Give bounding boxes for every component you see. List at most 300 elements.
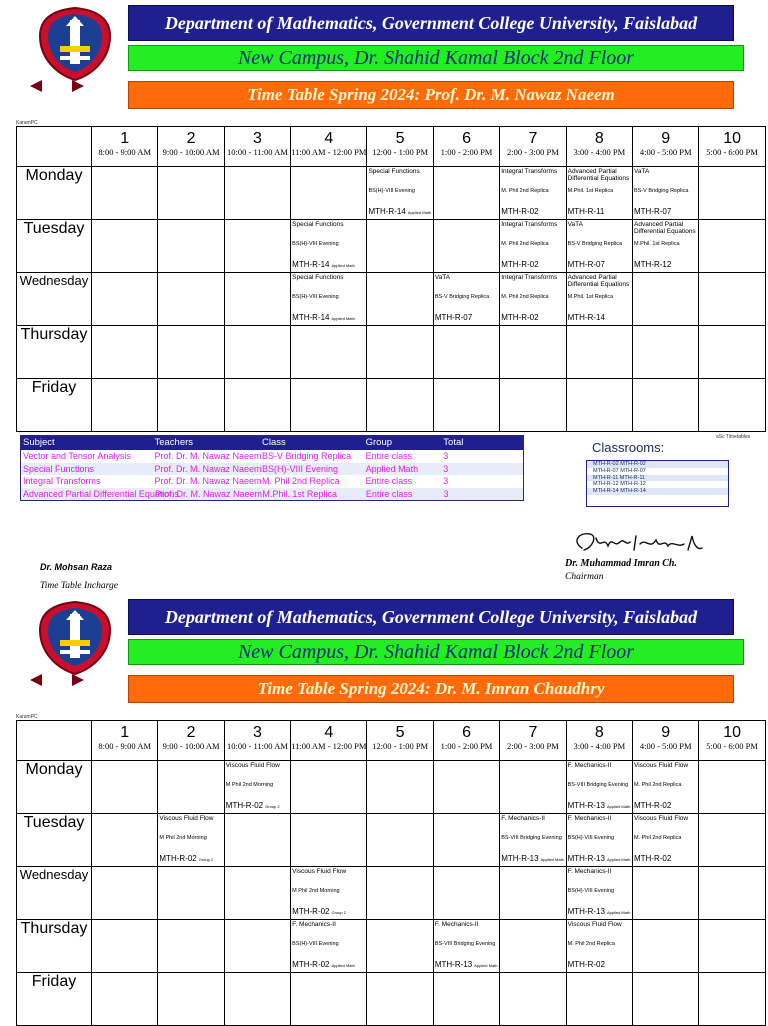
lesson-room <box>226 802 280 811</box>
lesson-class: BS(H)-VIII Evening <box>368 188 415 194</box>
lesson-cell-content <box>158 167 223 219</box>
lesson-cell-content <box>699 326 764 378</box>
period-time: 12:00 - 1:00 PM <box>372 147 429 157</box>
lesson-cell <box>291 814 367 867</box>
lesson-cell-content <box>367 920 432 972</box>
header-row <box>17 721 766 761</box>
legend-cell: 3 <box>443 488 449 499</box>
lesson-class: M. Phil 2nd Replica <box>567 941 615 947</box>
lesson-cell <box>500 273 566 326</box>
lesson-class: BS(H)-VIII Evening <box>292 941 339 947</box>
lesson-group: Applied Math <box>606 857 631 862</box>
lesson-cell <box>158 379 224 432</box>
lesson-room-code: MTH-R-02 <box>225 801 264 810</box>
incharge-role: Time Table Incharge <box>40 581 118 591</box>
lesson-cell-content <box>158 326 223 378</box>
day-row <box>17 167 766 220</box>
period-time: 10:00 - 11:00 AM <box>227 147 288 157</box>
lesson-room <box>568 261 607 270</box>
lesson-cell <box>433 167 499 220</box>
period-header <box>633 721 699 761</box>
lesson-cell <box>699 867 765 920</box>
period-number: 1 <box>120 130 130 147</box>
lesson-group: Group 2 <box>265 804 280 809</box>
university-logo <box>36 6 114 82</box>
lesson-room-code: MTH-R-14 <box>292 260 330 269</box>
period-number: 5 <box>395 724 405 741</box>
lesson-room <box>159 855 213 864</box>
lesson-cell <box>433 920 499 973</box>
incharge-name: Dr. Mohsan Raza <box>40 562 113 572</box>
lesson-cell-content <box>633 273 698 325</box>
lesson-room <box>568 314 607 323</box>
period-number: 9 <box>661 130 671 147</box>
lesson-room-code: MTH-R-02 <box>292 960 330 969</box>
lesson-cell <box>500 220 566 273</box>
lesson-cell <box>633 920 699 973</box>
lesson-class: BS-V Bridging Replica <box>434 294 490 300</box>
legend-cell: M.Phil. 1st Replica <box>262 488 337 499</box>
lesson-group: Applied Math <box>331 963 355 968</box>
lesson-cell <box>291 761 367 814</box>
lesson-class: M. Phil 2nd Replica <box>634 782 682 788</box>
lesson-cell-content <box>291 761 366 813</box>
classrooms-title: Classrooms: <box>592 440 665 455</box>
lesson-room-code: MTH-R-13 <box>434 960 473 969</box>
lesson-cell <box>367 326 433 379</box>
lesson-cell <box>500 973 566 1026</box>
lesson-cell <box>633 761 699 814</box>
logo-ribbon-2 <box>30 668 84 686</box>
lesson-cell <box>367 973 433 1026</box>
lesson-room-code: MTH-R-02 <box>567 960 605 969</box>
department-banner: Department of Mathematics, Government College University, Faislabad <box>128 5 734 41</box>
lesson-cell <box>433 379 499 432</box>
period-number: 7 <box>528 130 538 147</box>
lesson-cell-content <box>699 867 764 919</box>
period-header <box>92 721 158 761</box>
header-row <box>17 127 766 167</box>
day-label: Thursday <box>17 920 92 973</box>
timetable-grid-2 <box>16 720 766 1026</box>
lesson-room-code: MTH-R-14 <box>292 313 330 322</box>
lesson-room-code: MTH-R-14 <box>567 313 605 322</box>
lesson-cell-content <box>500 814 565 866</box>
lesson-cell <box>92 920 158 973</box>
lesson-cell <box>158 867 224 920</box>
lesson-group: Applied Math <box>407 210 432 215</box>
lesson-subject: Viscous Fluid Flow <box>634 815 689 822</box>
lesson-cell-content <box>500 973 565 1025</box>
lesson-cell-content <box>158 220 223 272</box>
lesson-cell <box>291 920 367 973</box>
chairman-name: Dr. Muhammad Imran Ch. <box>565 558 677 569</box>
lesson-room-code: MTH-R-02 <box>501 313 539 322</box>
lesson-cell <box>633 326 699 379</box>
lesson-cell-content <box>567 273 632 325</box>
lesson-room <box>292 314 355 323</box>
day-row <box>17 273 766 326</box>
day-label: Tuesday <box>17 814 92 867</box>
legend-cell: Entire class <box>365 476 413 486</box>
lesson-class: M Phil 2nd Morning <box>225 782 274 788</box>
lesson-room-code: MTH-R-02 <box>634 801 672 810</box>
period-header <box>92 127 158 167</box>
legend-cell: Prof. Dr. M. Nawaz Naeem <box>155 488 263 499</box>
lesson-room <box>292 908 346 917</box>
lesson-room <box>568 961 607 970</box>
lesson-cell-content <box>434 867 499 919</box>
lesson-room-code: MTH-R-02 <box>501 207 539 216</box>
legend-cell: BS-V Bridging Replica <box>262 451 352 461</box>
lesson-class: M. Phil 2nd Replica <box>501 294 549 300</box>
lesson-room <box>568 802 631 811</box>
lesson-cell <box>367 167 433 220</box>
lesson-cell <box>633 867 699 920</box>
lesson-room-code: MTH-R-07 <box>434 313 473 322</box>
legend-cell: Vector and Tensor Analysis <box>23 451 131 461</box>
timetable-title-banner-2: Time Table Spring 2024: Dr. M. Imran Chaudhry <box>128 675 734 703</box>
lesson-cell-content <box>633 814 698 866</box>
day-row <box>17 326 766 379</box>
lesson-cell-content <box>500 273 565 325</box>
day-label: Monday <box>17 761 92 814</box>
period-number: 7 <box>528 724 538 741</box>
lesson-subject: F. Mechanics-II <box>567 815 612 822</box>
lesson-cell <box>500 867 566 920</box>
period-header <box>367 721 433 761</box>
lesson-cell <box>699 814 765 867</box>
lesson-cell-content <box>699 761 764 813</box>
lesson-cell-content <box>158 973 223 1025</box>
lesson-cell <box>699 973 765 1026</box>
lesson-cell <box>633 973 699 1026</box>
lesson-cell <box>433 273 499 326</box>
lesson-cell <box>500 379 566 432</box>
lesson-cell <box>566 814 632 867</box>
lesson-cell-content <box>567 867 632 919</box>
lesson-cell-content <box>92 973 157 1025</box>
lesson-cell <box>367 273 433 326</box>
lesson-subject: VaTA <box>434 274 451 281</box>
lesson-subject: Advanced Partial Differential Equations <box>634 221 696 235</box>
period-header <box>224 127 290 167</box>
lesson-class: M. Phil 2nd Replica <box>634 835 682 841</box>
lesson-cell-content <box>158 761 223 813</box>
lesson-subject: F. Mechanics-II <box>434 921 479 928</box>
lesson-cell <box>500 814 566 867</box>
lesson-room-code: MTH-R-12 <box>634 260 672 269</box>
lesson-room <box>368 208 431 217</box>
lesson-cell-content <box>367 273 432 325</box>
lesson-subject: Special Functions <box>292 221 344 228</box>
day-label: Thursday <box>17 326 92 379</box>
legend-row <box>21 463 523 476</box>
lesson-cell <box>92 273 158 326</box>
period-header <box>291 721 367 761</box>
period-time: 1:00 - 2:00 PM <box>440 741 493 751</box>
lesson-cell-content <box>291 273 366 325</box>
lesson-cell-content <box>92 867 157 919</box>
lesson-class: M Phil 2nd Morning <box>292 888 340 894</box>
lesson-cell <box>367 379 433 432</box>
corner-cell <box>17 721 92 761</box>
lesson-room <box>435 314 474 323</box>
lesson-cell <box>92 973 158 1026</box>
day-row <box>17 867 766 920</box>
day-label: Tuesday <box>17 220 92 273</box>
lesson-cell <box>92 814 158 867</box>
lesson-cell-content <box>367 761 432 813</box>
lesson-cell <box>224 973 290 1026</box>
lesson-cell <box>224 326 290 379</box>
period-header <box>566 721 632 761</box>
department-banner-2: Department of Mathematics, Government College University, Faislabad <box>128 599 734 635</box>
lesson-room <box>501 208 540 217</box>
classroom-row: MTH-R-07 MTH-R-07 <box>593 467 646 474</box>
lesson-room-code: MTH-R-02 <box>634 854 672 863</box>
lesson-cell <box>500 920 566 973</box>
lesson-cell-content <box>225 220 290 272</box>
lesson-cell <box>433 867 499 920</box>
lesson-room <box>634 261 673 270</box>
lesson-cell-content <box>633 220 698 272</box>
lesson-cell <box>291 220 367 273</box>
lesson-cell <box>367 920 433 973</box>
lesson-cell-content <box>92 761 157 813</box>
lesson-cell-content <box>225 761 290 813</box>
lesson-subject: Special Functions <box>292 274 344 281</box>
lesson-cell-content <box>434 761 499 813</box>
lesson-cell-content <box>367 867 432 919</box>
lesson-class: BS(H)-VIII Evening <box>567 835 615 841</box>
lesson-room-code: MTH-R-13 <box>501 854 539 863</box>
day-row <box>17 379 766 432</box>
lesson-room-code: MTH-R-02 <box>159 854 197 863</box>
lesson-cell <box>367 867 433 920</box>
lesson-cell <box>633 167 699 220</box>
lesson-cell-content <box>500 379 565 431</box>
day-label: Friday <box>17 379 92 432</box>
lesson-subject: F. Mechanics-II <box>501 815 545 822</box>
day-row <box>17 761 766 814</box>
legend-cell: Entire class <box>365 451 413 461</box>
lesson-cell-content <box>225 273 290 325</box>
lesson-cell <box>699 220 765 273</box>
legend-header <box>21 436 523 450</box>
lesson-cell <box>566 326 632 379</box>
lesson-cell <box>433 973 499 1026</box>
lesson-cell-content <box>225 814 290 866</box>
lesson-room <box>501 314 540 323</box>
lesson-cell-content <box>567 761 632 813</box>
lesson-cell <box>433 326 499 379</box>
lesson-subject: Viscous Fluid Flow <box>634 762 689 769</box>
lesson-cell <box>633 220 699 273</box>
chairman-signature-image <box>568 528 708 556</box>
lesson-room <box>501 855 564 864</box>
lesson-cell-content <box>225 973 290 1025</box>
lesson-group: Applied Math <box>540 857 564 862</box>
legend-header-class: Class <box>262 437 286 448</box>
day-row <box>17 814 766 867</box>
lesson-cell-content <box>434 920 499 972</box>
lesson-cell <box>92 167 158 220</box>
software-label-right: aSc Timetables <box>716 434 751 440</box>
campus-banner-2: New Campus, Dr. Shahid Kamal Block 2nd Floor <box>128 639 744 665</box>
period-time: 5:00 - 6:00 PM <box>706 741 758 751</box>
period-number: 9 <box>661 724 671 741</box>
lesson-cell-content <box>225 167 290 219</box>
lesson-subject: Advanced Partial Differential Equations <box>567 168 630 182</box>
lesson-class: BS-V Bridging Replica <box>634 188 689 194</box>
period-header <box>224 721 290 761</box>
lesson-subject: VaTA <box>567 221 583 228</box>
lesson-cell-content <box>567 973 632 1025</box>
lesson-cell-content <box>291 326 366 378</box>
lesson-room <box>634 208 673 217</box>
lesson-group: Applied Math <box>606 910 631 915</box>
legend-row <box>21 475 523 488</box>
subject-legend-table <box>20 435 524 501</box>
lesson-room-code: MTH-R-13 <box>567 801 605 810</box>
legend-cell: Applied Math <box>365 463 419 474</box>
lesson-cell-content <box>367 220 432 272</box>
lesson-cell-content <box>633 761 698 813</box>
legend-cell: 3 <box>443 451 449 461</box>
lesson-room <box>568 208 607 217</box>
lesson-group: Applied Math <box>331 263 355 268</box>
lesson-cell-content <box>225 920 290 972</box>
period-header <box>158 721 224 761</box>
lesson-cell-content <box>225 326 290 378</box>
period-number: 2 <box>186 130 196 147</box>
lesson-cell <box>566 920 632 973</box>
lesson-cell-content <box>291 920 366 972</box>
lesson-cell <box>158 167 224 220</box>
lesson-cell <box>500 761 566 814</box>
campus-banner: New Campus, Dr. Shahid Kamal Block 2nd Floor <box>128 45 744 71</box>
lesson-cell <box>699 761 765 814</box>
period-time: 11:00 AM - 12:00 PM <box>291 147 367 157</box>
lesson-room-code: MTH-R-13 <box>567 854 605 863</box>
lesson-cell-content <box>92 167 157 219</box>
period-header <box>291 127 367 167</box>
lesson-cell <box>433 814 499 867</box>
lesson-cell <box>566 761 632 814</box>
legend-cell: M. Phil 2nd Replica <box>262 476 340 486</box>
lesson-group: Group 2 <box>331 910 346 915</box>
classroom-row: MTH-R-12 MTH-R-12 <box>593 481 646 488</box>
lesson-class: BS-V Bridging Replica <box>567 241 623 247</box>
legend-cell: Entire class <box>365 488 413 499</box>
lesson-subject: Integral Transforms <box>501 274 558 281</box>
period-header <box>433 127 499 167</box>
lesson-cell-content <box>500 220 565 272</box>
classroom-row: MTH-R-14 MTH-R-14 <box>587 488 728 495</box>
lesson-cell <box>158 220 224 273</box>
lesson-cell <box>566 973 632 1026</box>
lesson-cell <box>699 326 765 379</box>
lesson-cell-content <box>92 920 157 972</box>
lesson-cell-content <box>567 814 632 866</box>
period-time: 8:00 - 9:00 AM <box>98 741 152 751</box>
period-number: 10 <box>723 724 741 741</box>
lesson-cell-content <box>500 326 565 378</box>
classroom-row: MTH-R-02 MTH-R-02 <box>587 461 728 468</box>
lesson-cell-content <box>291 167 366 219</box>
lesson-cell-content <box>567 920 632 972</box>
lesson-cell <box>291 273 367 326</box>
lesson-cell-content <box>92 379 157 431</box>
lesson-subject: VaTA <box>634 168 650 175</box>
lesson-cell-content <box>367 167 432 219</box>
lesson-cell <box>92 761 158 814</box>
lesson-cell-content <box>567 167 632 219</box>
lesson-cell-content <box>434 814 499 866</box>
lesson-cell <box>633 814 699 867</box>
legend-row <box>21 488 523 501</box>
legend-row <box>21 450 523 463</box>
legend-cell: Prof. Dr. M. Nawaz Naeem <box>154 476 262 486</box>
lesson-cell-content <box>633 326 698 378</box>
lesson-subject: F. Mechanics-II <box>292 921 336 928</box>
lesson-cell <box>224 761 290 814</box>
lesson-cell-content <box>158 379 223 431</box>
lesson-cell <box>566 273 632 326</box>
period-time: 9:00 - 10:00 AM <box>162 741 220 751</box>
lesson-room-code: MTH-R-02 <box>292 907 330 916</box>
lesson-cell <box>367 220 433 273</box>
lesson-cell-content <box>567 379 632 431</box>
day-label: Friday <box>17 973 92 1026</box>
lesson-cell <box>224 220 290 273</box>
lesson-cell-content <box>92 273 157 325</box>
legend-header-subject: Subject <box>23 437 55 448</box>
lesson-class: M.Phil. 1st Replica <box>634 241 680 247</box>
lesson-class: BS(H)-VIII Evening <box>292 294 339 300</box>
lesson-cell <box>224 814 290 867</box>
period-time: 2:00 - 3:00 PM <box>507 741 559 751</box>
lesson-subject: Integral Transforms <box>501 221 558 228</box>
legend-cell: BS(H)-VIII Evening <box>262 463 339 474</box>
lesson-subject: Viscous Fluid Flow <box>159 815 214 822</box>
period-number: 2 <box>186 724 196 741</box>
period-number: 4 <box>324 130 334 147</box>
legend-cell: Advanced Partial Differential Equations <box>23 488 179 499</box>
lesson-cell <box>92 220 158 273</box>
period-header <box>500 721 566 761</box>
period-number: 6 <box>462 724 471 741</box>
period-time: 3:00 - 4:00 PM <box>573 741 626 751</box>
lesson-cell <box>291 326 367 379</box>
period-header <box>500 127 566 167</box>
lesson-cell-content <box>367 973 432 1025</box>
lesson-room <box>435 961 498 970</box>
lesson-cell-content <box>567 220 632 272</box>
lesson-cell-content <box>699 167 764 219</box>
lesson-cell-content <box>699 973 764 1025</box>
lesson-cell-content <box>699 220 764 272</box>
lesson-cell-content <box>367 379 432 431</box>
lesson-cell-content <box>633 973 698 1025</box>
timetable-grid <box>16 126 766 432</box>
legend-cell: Prof. Dr. M. Nawaz Naeem <box>154 463 262 474</box>
lesson-room <box>634 855 673 864</box>
lesson-cell <box>158 273 224 326</box>
period-number: 10 <box>723 130 741 147</box>
period-time: 3:00 - 4:00 PM <box>573 147 626 157</box>
